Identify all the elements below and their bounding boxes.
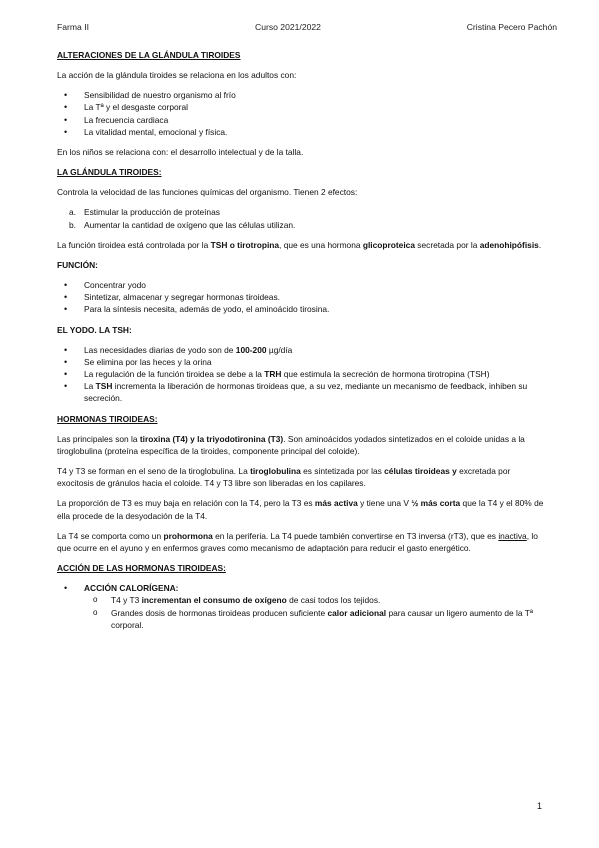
bold-text: calor adicional [327,607,387,618]
text-run: que estimula la secreción de hormona tirotropina (TSH) [281,369,490,380]
list-item: • La frecuencia cardiaca [57,114,547,126]
section2-effects-list [57,206,547,230]
bold-text: TSH o tirotropina [210,239,280,250]
header-year: Curso 2021/2022 [255,22,321,32]
list-item: • Sensibilidad de nuestro organismo al frío [57,89,547,101]
sub-list-item [84,594,547,606]
section5-paragraph-1 [57,433,547,457]
text-run: T4 y T3 se forman en el seno de la tiroglobulina. La [57,466,251,477]
bold-text: ½ más corta [411,498,461,509]
text-run: excretada por exocitosis de gránulos hacia el coloide. T4 y T3 libre son liberadas en los capilares. [57,466,511,489]
underlined-text: inactiva [498,530,527,541]
bold-text: 100-200 [235,344,267,355]
text-run: La función tiroidea está controlada por la [57,239,211,250]
bold-text: TRH [264,369,282,380]
text-run: La T4 se comporta como un [57,530,164,541]
list-item [57,368,547,380]
text-run: . [538,239,542,250]
section-title-glandula: LA GLÁNDULA TIROIDES: [57,167,162,178]
text-run: , lo que ocurre en el ayuno y en enfermos graves como mecanismo de adaptación para reducir el gasto energético. [57,530,538,554]
section5-paragraph-4 [57,530,547,554]
list-item: • Se elimina por las heces y la orina [57,356,547,368]
text-run: La regulación de la función tiroidea se debe a la [84,369,265,380]
text-run: en la periferia. La T4 puede también convertirse en T3 inversa (rT3), que es [212,530,499,541]
sub-list-item [84,607,547,631]
text-run: para causar un ligero aumento de la Tª corporal. [111,607,533,630]
bold-text: incrementan el consumo de oxígeno [141,595,287,606]
list-item: • La vitalidad mental, emocional y física. [57,126,547,138]
bold-text: TSH [95,381,113,392]
header-course: Farma II [57,22,89,32]
page-header [57,22,557,36]
bold-text: prohormona [163,530,213,541]
bold-text: tiroxina (T4) y la triyodotironina (T3) [139,433,284,444]
section4-bullet-list [57,344,547,405]
item-title-calorigena: ACCIÓN CALORÍGENA: [84,583,179,594]
text-run: µg/día [266,344,293,355]
text-run: . Son aminoácidos yodados sintetizados en el coloide unidas a la tiroglobulina (proteína específica de la tiroides, componente principal del coloide). [57,433,525,456]
text-run: es sintetizada por las [300,466,385,477]
section1-intro: La acción de la glándula tiroides se relaciona en los adultos con: [57,70,297,80]
text-run: de casi todos los tejidos. [286,595,381,606]
text-run: La proporción de T3 es muy baja en relación con la T4, pero la T3 es [57,498,315,509]
list-marker: b. [69,219,76,230]
bold-text: glicoproteica [362,239,415,250]
text-run: Grandes dosis de hormonas tiroideas producen suficiente [111,607,328,618]
list-marker: a. [69,207,76,218]
section2-intro: Controla la velocidad de las funciones químicas del organismo. Tienen 2 efectos: [57,187,358,198]
list-item-text: Estimular la producción de proteínas [84,207,220,218]
bold-text: más activa [314,498,358,509]
page-content [57,49,547,639]
text-run: Las principales son la [57,433,140,444]
section3-bullet-list [57,279,547,316]
text-run: y tiene una V [357,498,412,509]
section-title-hormonas: HORMONAS TIROIDEAS: [57,413,158,424]
text-run: , que es una hormona [279,239,363,250]
section-title-accion: ACCIÓN DE LAS HORMONAS TIROIDEAS: [57,563,226,574]
text-run: Las necesidades diarias de yodo son de [84,344,236,355]
header-author: Cristina Pecero Pachón [466,22,557,32]
section-title-yodo-tsh: EL YODO. LA TSH: [57,324,132,335]
text-run: que la T4 y el 80% de ella procede de la desyodación de la T4. [57,498,544,521]
text-run: incrementa la liberación de hormonas tiroideas que, a su vez, mediante un mecanismo de feedback, inhiben su secreción. [84,381,528,404]
list-item [57,380,547,404]
text-run: T4 y T3 [111,595,142,606]
section1-children-note: En los niños se relaciona con: el desarrollo intelectual y de la talla. [57,147,304,158]
section-title-funcion: FUNCIÓN: [57,260,98,271]
page-number: 1 [536,801,542,811]
bold-text: tiroglobulina [250,466,301,477]
section5-paragraph-3 [57,497,547,521]
section6-bullet-list [57,582,547,631]
section2-control-paragraph [57,239,547,251]
bold-text: células tiroideas y [384,466,457,477]
list-item: • Sintetizar, almacenar y segregar hormonas tiroideas. [57,291,547,303]
section1-bullet-list [57,89,547,138]
section-title-alteraciones: ALTERACIONES DE LA GLÁNDULA TIROIDES [57,50,241,60]
text-run: La [84,381,96,392]
list-item-text: Aumentar la cantidad de oxígeno que las células utilizan. [84,219,296,230]
section5-paragraph-2 [57,465,547,489]
text-run: secretada por la [414,239,480,250]
list-item [57,344,547,356]
list-item: • Para la síntesis necesita, además de yodo, el aminoácido tirosina. [57,303,547,315]
list-item [57,582,547,631]
list-item [57,219,547,231]
list-item: • La Tª y el desgaste corporal [57,101,547,113]
bold-text: adenohipófisis [479,239,539,250]
list-item: • Concentrar yodo [57,279,547,291]
sub-list [84,594,547,631]
list-item [57,206,547,218]
